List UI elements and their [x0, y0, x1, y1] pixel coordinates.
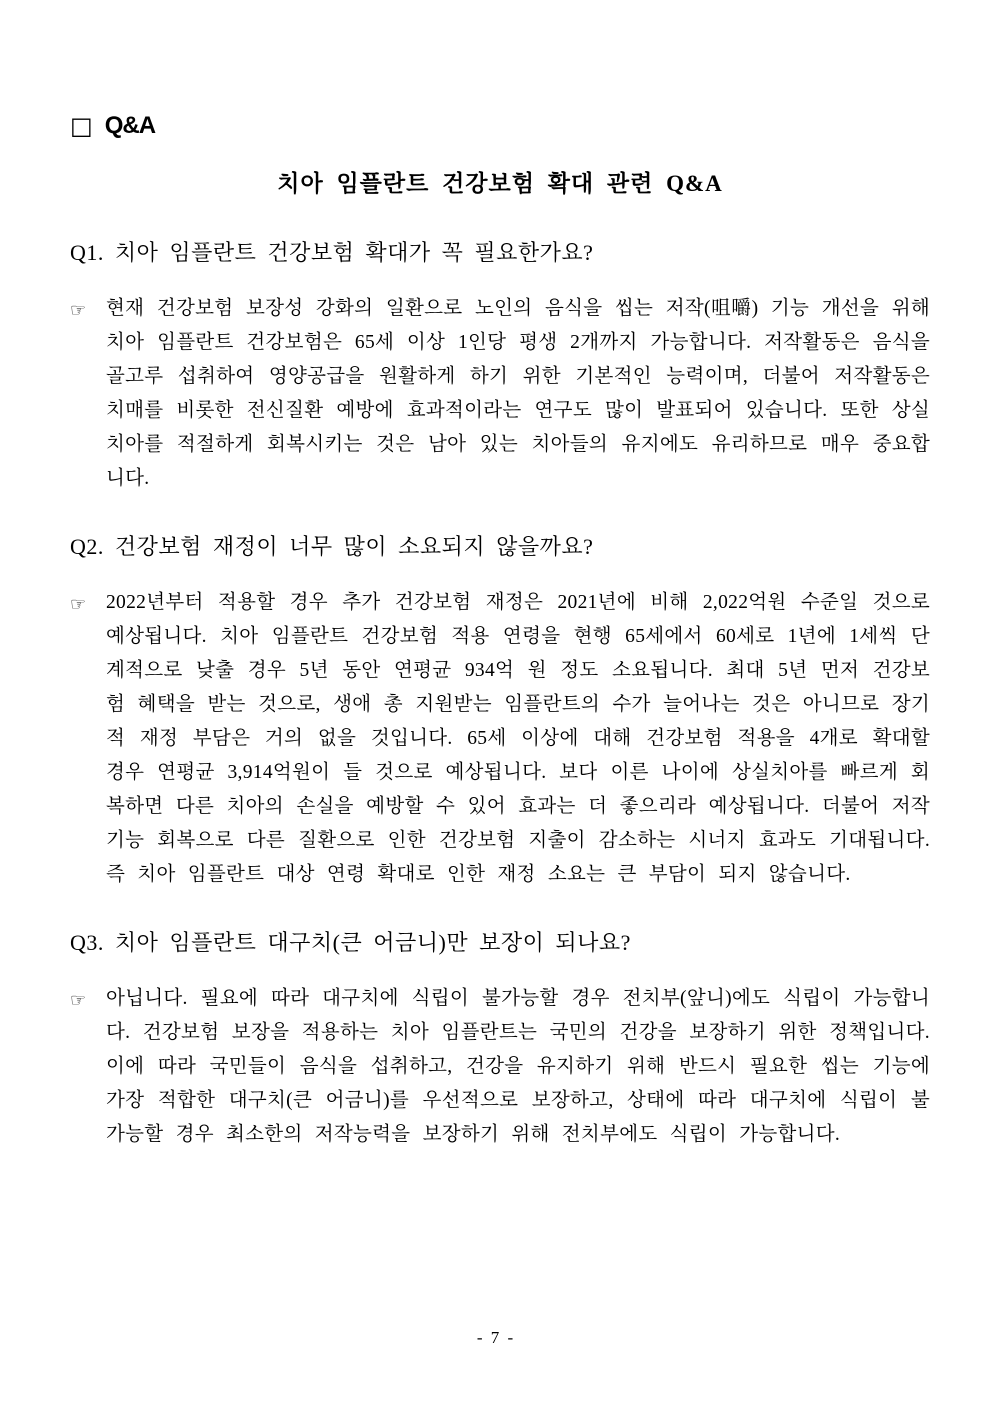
answer-q3: [70, 982, 930, 1152]
section-header: [70, 112, 930, 140]
pointing-hand-icon: ☞: [70, 594, 87, 615]
section-header-label: Q&A: [104, 112, 156, 139]
answer-q2-text: 2022년부터 적용할 경우 추가 건강보험 재정은 2021년에 비해 2,022억원 수준일 것으로 예상됩니다. 치아 임플란트 건강보험 적용 연령을 현행 65세에서 60세로 1년에 1세씩 단계적으로 낮출 경우 5년 동안 연평균 934억 원 정도 소요됩니다. 최대 5년 먼저 건강보험 혜택을 받는 것으로, 생애 총 지원받는 임플란트의 수가 늘어나는 것은 아니므로 장기적 재정 부담은 거의 없을 것입니다. 65세 이상에 대해 건강보험 적용을 4개로 확대할 경우 연평균 3,914억원이 들 것으로 예상됩니다. 보다 이른 나이에 상실치아를 빠르게 회복하면 다른 치아의 손실을 예방할 수 있어 효과는 더 좋으리라 예상됩니다. 더불어 저작기능 회복으로 다른 질환으로 인한 건강보험 지출이 감소하는 시너지 효과도 기대됩니다. 즉 치아 임플란트 대상 연령 확대로 인한 재정 소요는 큰 부담이 되지 않습니다.: [106, 592, 930, 885]
answer-q3-text: 아닙니다. 필요에 따라 대구치에 식립이 불가능할 경우 전치부(앞니)에도 식립이 가능합니다. 건강보험 보장을 적용하는 치아 임플란트는 국민의 건강을 보장하기 위한 정책입니다. 이에 따라 국민들이 음식을 섭취하고, 건강을 유지하기 위해 반드시 필요한 씹는 기능에 가장 적합한 대구치(큰 어금니)를 우선적으로 보장하고, 상태에 따라 대구치에 식립이 불가능할 경우 최소한의 저작능력을 보장하기 위해 전치부에도 식립이 가능합니다.: [106, 988, 930, 1145]
question-q1: Q1. 치아 임플란트 건강보험 확대가 꼭 필요한가요?: [70, 240, 594, 265]
pointing-hand-icon: ☞: [70, 300, 87, 321]
qa-item-2: [70, 532, 930, 892]
square-bullet-icon: □: [70, 112, 93, 140]
answer-q1-text: 현재 건강보험 보장성 강화의 일환으로 노인의 음식을 씹는 저작(咀嚼) 기능 개선을 위해 치아 임플란트 건강보험은 65세 이상 1인당 평생 2개까지 가능합니다. 저작활동은 음식을 골고루 섭취하여 영양공급을 원활하게 하기 위한 기본적인 능력이며, 더불어 저작활동은 치매를 비롯한 전신질환 예방에 효과적이라는 연구도 많이 발표되어 있습니다. 또한 상실치아를 적절하게 회복시키는 것은 남아 있는 치아들의 유지에도 유리하므로 매우 중요합니다.: [106, 298, 930, 489]
page-number: - 7 -: [476, 1328, 516, 1347]
question-q3: Q3. 치아 임플란트 대구치(큰 어금니)만 보장이 되나요?: [70, 930, 631, 955]
document-title: 치아 임플란트 건강보험 확대 관련 Q&A: [277, 171, 723, 196]
answer-q1: [70, 292, 930, 496]
pointing-hand-icon: ☞: [70, 990, 87, 1011]
question-q2: Q2. 건강보험 재정이 너무 많이 소요되지 않을까요?: [70, 534, 594, 559]
answer-q2: [70, 586, 930, 892]
qa-item-1: [70, 238, 930, 496]
qa-item-3: [70, 928, 930, 1152]
